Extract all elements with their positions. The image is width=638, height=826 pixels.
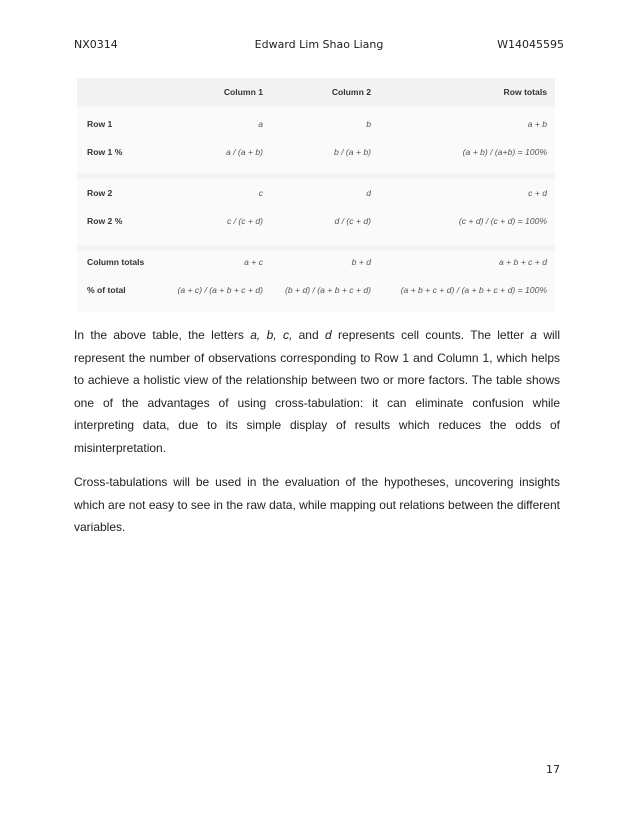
table-cell: (a + c) / (a + b + c + d) — [177, 285, 263, 295]
header-course-code: NX0314 — [74, 38, 118, 51]
table-cell: Row 1 — [87, 119, 113, 129]
table-cell: a — [258, 119, 263, 129]
table-cell: c / (c + d) — [226, 216, 263, 226]
table-cell: b / (a + b) — [333, 147, 371, 157]
table-cell: Row 2 % — [87, 216, 123, 226]
table-cell: b — [366, 119, 371, 129]
header-author: Edward Lim Shao Liang — [254, 38, 384, 51]
table-row — [77, 276, 555, 304]
table-row — [77, 207, 555, 235]
text-run: and — [292, 328, 325, 342]
table-cell: Row 2 — [87, 188, 113, 198]
page-number: 17 — [546, 763, 560, 776]
table-row — [77, 138, 555, 166]
table-cell: (c + d) / (c + d) = 100% — [458, 216, 547, 226]
table-header-cell: Column 2 — [331, 87, 371, 97]
table-cell: Column totals — [87, 257, 145, 267]
table-header-cell: Column 1 — [223, 87, 263, 97]
table-cell: a + b + c + d — [498, 257, 547, 267]
text-run-italic: c, — [282, 328, 293, 342]
table-cell: d — [366, 188, 371, 198]
table-cell: (a + b + c + d) / (a + b + c + d) = 100% — [400, 285, 547, 295]
paragraph-cross-tabulations: Cross-tabulations will be used in the evaluation of the hypotheses, uncovering insights which are not easy to see in the raw data, while mapping out relations between the different variables. — [74, 475, 560, 535]
table-cell: Row 1 % — [87, 147, 123, 157]
table-header-row — [77, 78, 555, 107]
table-cell: b + d — [351, 257, 371, 267]
text-run: represents cell counts. The letter — [331, 328, 531, 342]
table-row — [77, 179, 555, 207]
table-cell: a / (a + b) — [225, 147, 263, 157]
table-cell: % of total — [87, 285, 126, 295]
text-run-italic: a, — [250, 328, 261, 342]
text-run-italic: d — [325, 328, 332, 342]
table-cell: a + c — [244, 257, 263, 267]
cross-tabulation-table — [77, 78, 555, 312]
table-cell: d / (c + d) — [334, 216, 371, 226]
text-run-italic: a — [530, 328, 537, 342]
header-student-id: W14045595 — [497, 38, 564, 51]
table-header-cell: Row totals — [503, 87, 547, 97]
paragraph-cell-counts — [74, 324, 560, 460]
table-cell: c + d — [528, 188, 547, 198]
table-cell: (b + d) / (a + b + c + d) — [285, 285, 371, 295]
table-row — [77, 248, 555, 276]
text-run-italic: b, — [266, 328, 277, 342]
text-run: In the above table, the letters — [74, 328, 251, 342]
table-cell: (a + b) / (a+b) = 100% — [462, 147, 547, 157]
table-cell: c — [258, 188, 263, 198]
table-row — [77, 110, 555, 138]
text-run: will represent the number of observations corresponding to Row 1 and Column 1, which helps to achieve a holistic view of the relationship between two or more factors. The table shows one of the advantages of using cross-tabulation: it can eliminate confusion while interpreting data, due to its simple display of results which reduces the odds of misinterpretation. — [74, 328, 560, 455]
table-cell: a + b — [527, 119, 547, 129]
